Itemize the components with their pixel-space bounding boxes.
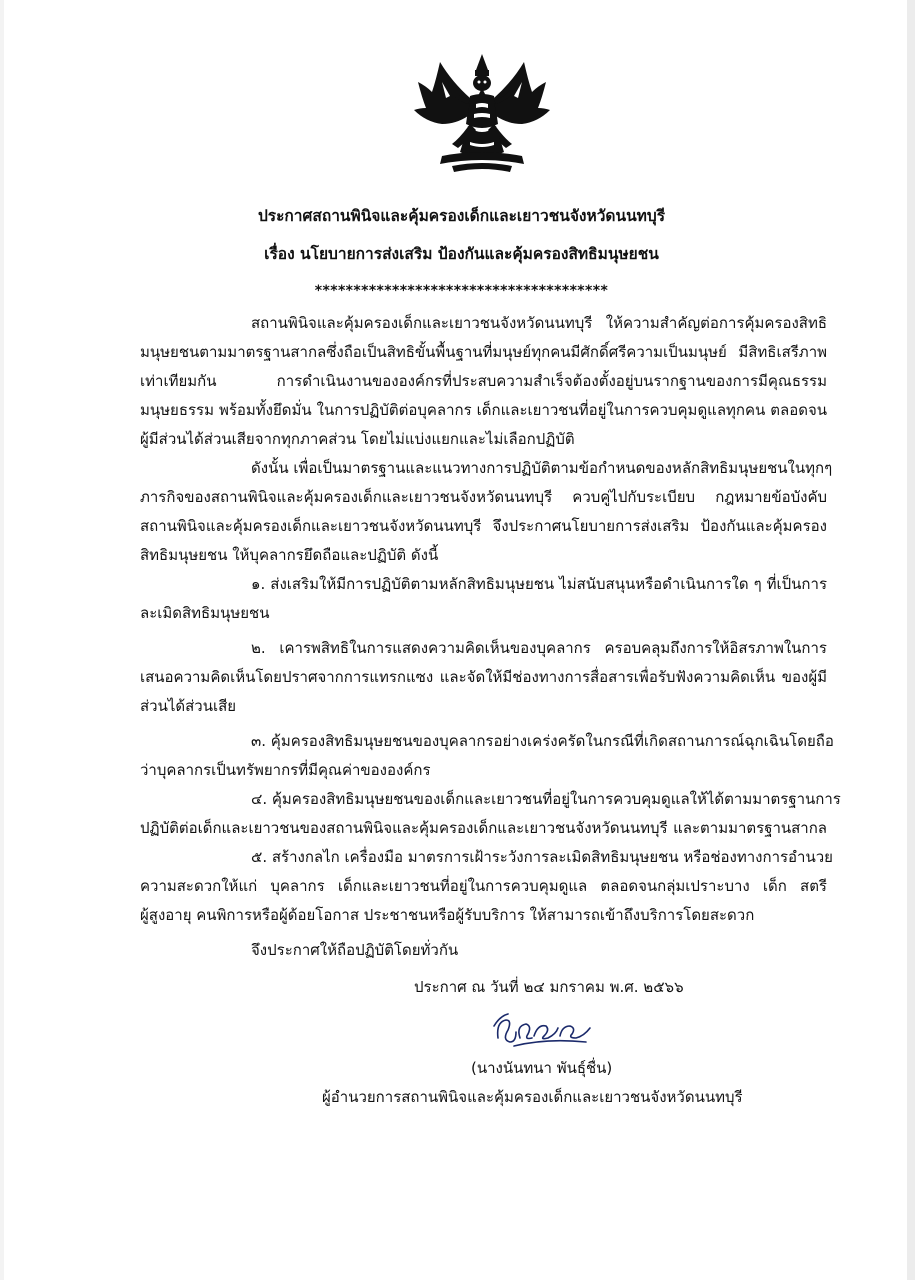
intro-line: เท่าเทียมกัน การดำเนินงานขององค์กรที่ประสบความสำเร็จต้องตั้งอยู่บนรากฐานของการมีคุณธรรม	[140, 372, 827, 390]
intro-line: มนุษยธรรม พร้อมทั้งยึดมั่น ในการปฏิบัติต่อบุคลากร เด็กและเยาวชนที่อยู่ในการควบคุมดูแลทุกคน ตลอดจน	[140, 401, 827, 419]
announcement-date: ประกาศ ณ วันที่ ๒๔ มกราคม พ.ศ. ๒๕๖๖	[414, 978, 684, 996]
policy-item-3: ว่าบุคลากรเป็นทรัพยากรที่มีคุณค่าขององค์กร	[140, 761, 431, 779]
announcement-title: ประกาศสถานพินิจและคุ้มครองเด็กและเยาวชนจังหวัดนนทบุรี	[257, 207, 666, 225]
policy-item-5: ๕. สร้างกลไก เครื่องมือ มาตรการเฝ้าระวังการละเมิดสิทธิมนุษยชน หรือช่องทางการอำนวย	[251, 848, 833, 866]
policy-item-1: ๑. ส่งเสริมให้มีการปฏิบัติตามหลักสิทธิมนุษยชน ไม่สนับสนุนหรือดำเนินการใด ๆ ที่เป็นการ	[251, 575, 827, 593]
intro-line: มนุษยชนตามมาตรฐานสากลซึ่งถือเป็นสิทธิขั้นพื้นฐานที่มนุษย์ทุกคนมีศักดิ์ศรีความเป็นมนุษย์ มีสิทธิเสรีภาพ	[140, 343, 827, 361]
announcement-subject: เรื่อง นโยบายการส่งเสริม ป้องกันและคุ้มครองสิทธิมนุษยชน	[264, 245, 659, 263]
separator: **************************************	[314, 283, 609, 299]
signer-name: (นางนันทนา พันธุ์ชื่น)	[471, 1059, 613, 1077]
policy-item-5: ความสะดวกให้แก่ บุคลากร เด็กและเยาวชนที่อยู่ในการควบคุมดูแล ตลอดจนกลุ่มเปราะบาง เด็ก สตรี	[140, 877, 827, 895]
policy-intro-line: ภารกิจของสถานพินิจและคุ้มครองเด็กและเยาวชนจังหวัดนนทบุรี ควบคู่ไปกับระเบียบ กฎหมายข้อบังคับ	[140, 488, 827, 506]
policy-intro-line: สถานพินิจและคุ้มครองเด็กและเยาวชนจังหวัดนนทบุรี จึงประกาศนโยบายการส่งเสริม ป้องกันและคุ้มครอง	[140, 517, 827, 535]
policy-intro-line: ดังนั้น เพื่อเป็นมาตรฐานและแนวทางการปฏิบัติตามข้อกำหนดของหลักสิทธิมนุษยชนในทุกๆ	[251, 459, 833, 477]
policy-item-2: เสนอความคิดเห็นโดยปราศจากการแทรกแซง และจัดให้มีช่องทางการสื่อสารเพื่อรับฟังความคิดเห็น ของผู้มี	[140, 668, 827, 686]
signer-position: ผู้อำนวยการสถานพินิจและคุ้มครองเด็กและเยาวชนจังหวัดนนทบุรี	[322, 1088, 743, 1106]
policy-item-3: ๓. คุ้มครองสิทธิมนุษยชนของบุคลากรอย่างเคร่งครัดในกรณีที่เกิดสถานการณ์ฉุกเฉินโดยถือ	[251, 732, 834, 750]
closing-statement: จึงประกาศให้ถือปฏิบัติโดยทั่วกัน	[251, 941, 459, 959]
signature-mark	[486, 1008, 596, 1052]
policy-item-2: ส่วนได้ส่วนเสีย	[140, 697, 237, 715]
policy-item-4: ๔. คุ้มครองสิทธิมนุษยชนของเด็กและเยาวชนที่อยู่ในการควบคุมดูแลให้ได้ตามมาตรฐานการ	[251, 790, 841, 808]
policy-intro-line: สิทธิมนุษยชน ให้บุคลากรยึดถือและปฏิบัติ ดังนี้	[140, 546, 439, 564]
intro-line: ผู้มีส่วนได้ส่วนเสียจากทุกภาคส่วน โดยไม่แบ่งแยกและไม่เลือกปฏิบัติ	[140, 430, 575, 448]
garuda-emblem-icon	[412, 52, 552, 174]
policy-item-5: ผู้สูงอายุ คนพิการหรือผู้ด้อยโอกาส ประชาชนหรือผู้รับบริการ ให้สามารถเข้าถึงบริการโดยสะดวก	[140, 906, 755, 924]
policy-item-4: ปฏิบัติต่อเด็กและเยาวชนของสถานพินิจและคุ้มครองเด็กและเยาวชนจังหวัดนนทบุรี และตามมาตรฐานสากล	[140, 819, 827, 837]
policy-item-2: ๒. เคารพสิทธิในการแสดงความคิดเห็นของบุคลากร ครอบคลุมถึงการให้อิสรภาพในการ	[251, 639, 827, 657]
policy-item-1: ละเมิดสิทธิมนุษยชน	[140, 604, 270, 622]
intro-line: สถานพินิจและคุ้มครองเด็กและเยาวชนจังหวัดนนทบุรี ให้ความสำคัญต่อการคุ้มครองสิทธิ	[251, 314, 827, 332]
